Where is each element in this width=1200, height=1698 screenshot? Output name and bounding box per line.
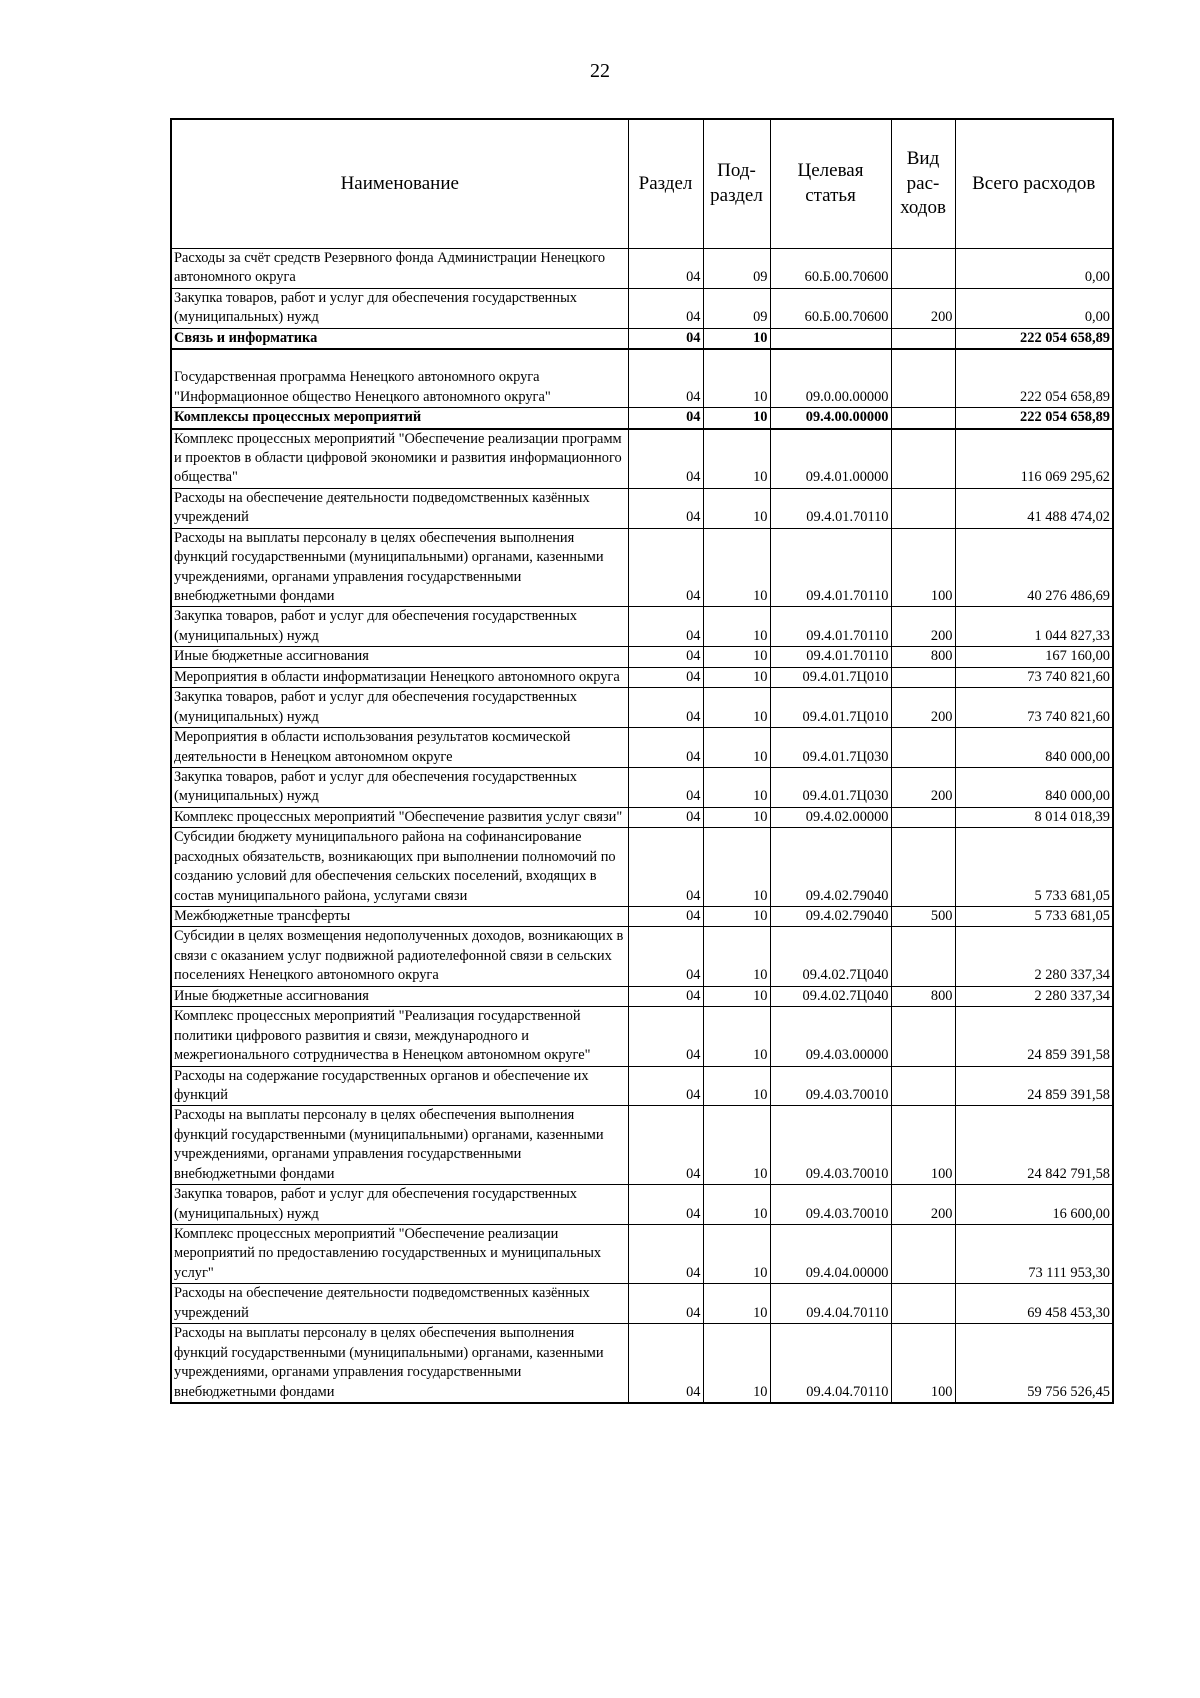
cell-name: Расходы на выплаты персоналу в целях обеспечения выполнения функций государственными (муниципальными) органами, казенными учреждениями, органами управления государственными внебюджетными фондами xyxy=(171,1324,628,1403)
cell-total: 5 733 681,05 xyxy=(955,828,1113,907)
cell-total: 59 756 526,45 xyxy=(955,1324,1113,1403)
cell-podrazdel: 10 xyxy=(703,907,770,927)
cell-podrazdel: 10 xyxy=(703,986,770,1006)
header-celevaya xyxy=(770,119,891,249)
cell-vid: 500 xyxy=(891,907,955,927)
cell-podrazdel: 10 xyxy=(703,1066,770,1106)
page-number: 22 xyxy=(590,60,610,82)
cell-total: 2 280 337,34 xyxy=(955,927,1113,986)
cell-name: Расходы на содержание государственных органов и обеспечение их функций xyxy=(171,1066,628,1106)
table-row xyxy=(171,688,1113,728)
cell-vid xyxy=(891,927,955,986)
cell-total: 167 160,00 xyxy=(955,647,1113,667)
cell-total: 73 740 821,60 xyxy=(955,688,1113,728)
cell-vid: 200 xyxy=(891,288,955,328)
cell-celevaya xyxy=(770,328,891,349)
cell-celevaya: 09.4.01.7Ц030 xyxy=(770,767,891,807)
cell-vid xyxy=(891,408,955,429)
cell-celevaya: 09.4.03.70010 xyxy=(770,1185,891,1225)
cell-podrazdel: 10 xyxy=(703,688,770,728)
header-celevaya-text: Целевая статья xyxy=(797,160,864,206)
table-row xyxy=(171,429,1113,489)
cell-vid xyxy=(891,328,955,349)
cell-vid xyxy=(891,828,955,907)
cell-name: Закупка товаров, работ и услуг для обеспечения государственных (муниципальных) нужд xyxy=(171,607,628,647)
cell-razdel: 04 xyxy=(628,1106,703,1185)
table-row xyxy=(171,408,1113,429)
table-row xyxy=(171,647,1113,667)
table-row xyxy=(171,667,1113,687)
cell-name: Комплекс процессных мероприятий "Обеспечение реализации мероприятий по предоставлению государственных и муниципальных услуг" xyxy=(171,1225,628,1284)
cell-razdel: 04 xyxy=(628,349,703,407)
cell-podrazdel: 10 xyxy=(703,728,770,768)
cell-name: Субсидии в целях возмещения недополученных доходов, возникающих в связи с оказанием услуг подвижной радиотелефонной связи в сельских поселениях Ненецкого автономного округа xyxy=(171,927,628,986)
table-body xyxy=(171,249,1113,1403)
table-row xyxy=(171,328,1113,349)
table-row xyxy=(171,927,1113,986)
cell-name: Комплекс процессных мероприятий "Обеспечение реализации программ и проектов в области цифровой экономики и развития информационного общества" xyxy=(171,429,628,489)
cell-total: 24 859 391,58 xyxy=(955,1007,1113,1066)
cell-vid: 800 xyxy=(891,647,955,667)
cell-vid xyxy=(891,728,955,768)
table-row xyxy=(171,907,1113,927)
cell-celevaya: 09.4.03.00000 xyxy=(770,1007,891,1066)
cell-celevaya: 09.4.02.79040 xyxy=(770,907,891,927)
cell-razdel: 04 xyxy=(628,1225,703,1284)
table-row xyxy=(171,1007,1113,1066)
cell-razdel: 04 xyxy=(628,1007,703,1066)
cell-razdel: 04 xyxy=(628,807,703,827)
cell-vid xyxy=(891,1225,955,1284)
cell-celevaya: 09.4.00.00000 xyxy=(770,408,891,429)
header-podrazdel-text: Под- раздел xyxy=(710,160,763,206)
cell-vid xyxy=(891,349,955,407)
cell-razdel: 04 xyxy=(628,667,703,687)
cell-total: 840 000,00 xyxy=(955,767,1113,807)
cell-name: Расходы на выплаты персоналу в целях обеспечения выполнения функций государственными (муниципальными) органами, казенными учреждениями, органами управления государственными внебюджетными фондами xyxy=(171,1106,628,1185)
cell-vid: 100 xyxy=(891,1106,955,1185)
cell-celevaya: 60.Б.00.70600 xyxy=(770,249,891,289)
cell-vid xyxy=(891,429,955,489)
cell-podrazdel: 10 xyxy=(703,1106,770,1185)
cell-celevaya: 09.4.01.70110 xyxy=(770,488,891,528)
cell-celevaya: 09.4.04.70110 xyxy=(770,1324,891,1403)
table-row xyxy=(171,1066,1113,1106)
cell-total: 1 044 827,33 xyxy=(955,607,1113,647)
table-row xyxy=(171,1185,1113,1225)
cell-celevaya: 09.4.02.7Ц040 xyxy=(770,986,891,1006)
cell-celevaya: 09.0.00.00000 xyxy=(770,349,891,407)
cell-total: 73 111 953,30 xyxy=(955,1225,1113,1284)
cell-razdel: 04 xyxy=(628,328,703,349)
cell-podrazdel: 10 xyxy=(703,1185,770,1225)
cell-celevaya: 60.Б.00.70600 xyxy=(770,288,891,328)
cell-vid: 200 xyxy=(891,1185,955,1225)
table-row xyxy=(171,249,1113,289)
cell-name: Субсидии бюджету муниципального района на софинансирование расходных обязательств, возникающих при выполнении полномочий по созданию условий для обеспечения сельских поселений, входящих в состав муниципального района, услугами связи xyxy=(171,828,628,907)
cell-podrazdel: 10 xyxy=(703,667,770,687)
cell-vid xyxy=(891,667,955,687)
cell-podrazdel: 10 xyxy=(703,1284,770,1324)
cell-razdel: 04 xyxy=(628,986,703,1006)
cell-name: Закупка товаров, работ и услуг для обеспечения государственных (муниципальных) нужд xyxy=(171,1185,628,1225)
cell-razdel: 04 xyxy=(628,1185,703,1225)
cell-podrazdel: 10 xyxy=(703,1324,770,1403)
cell-name: Мероприятия в области использования результатов космической деятельности в Ненецком автономном округе xyxy=(171,728,628,768)
cell-celevaya: 09.4.01.70110 xyxy=(770,528,891,607)
table-row xyxy=(171,288,1113,328)
cell-total: 69 458 453,30 xyxy=(955,1284,1113,1324)
cell-name: Закупка товаров, работ и услуг для обеспечения государственных (муниципальных) нужд xyxy=(171,688,628,728)
cell-razdel: 04 xyxy=(628,488,703,528)
header-razdel: Раздел xyxy=(628,119,703,249)
cell-podrazdel: 10 xyxy=(703,767,770,807)
cell-podrazdel: 10 xyxy=(703,429,770,489)
cell-total: 222 054 658,89 xyxy=(955,349,1113,407)
cell-name: Расходы на выплаты персоналу в целях обеспечения выполнения функций государственными (муниципальными) органами, казенными учреждениями, органами управления государственными внебюджетными фондами xyxy=(171,528,628,607)
cell-razdel: 04 xyxy=(628,907,703,927)
cell-razdel: 04 xyxy=(628,607,703,647)
header-total: Всего расходов xyxy=(955,119,1113,249)
table-row xyxy=(171,1225,1113,1284)
cell-celevaya: 09.4.01.7Ц010 xyxy=(770,688,891,728)
cell-total: 0,00 xyxy=(955,249,1113,289)
cell-razdel: 04 xyxy=(628,728,703,768)
cell-total: 24 842 791,58 xyxy=(955,1106,1113,1185)
cell-vid xyxy=(891,1007,955,1066)
cell-podrazdel: 09 xyxy=(703,249,770,289)
cell-name: Комплекс процессных мероприятий "Реализация государственной политики цифрового развития и связи, международного и межрегионального сотрудничества в Ненецком автономном округе" xyxy=(171,1007,628,1066)
cell-celevaya: 09.4.01.70110 xyxy=(770,607,891,647)
cell-razdel: 04 xyxy=(628,429,703,489)
cell-razdel: 04 xyxy=(628,288,703,328)
table-header-row xyxy=(171,119,1113,249)
cell-podrazdel: 10 xyxy=(703,488,770,528)
cell-vid xyxy=(891,1284,955,1324)
cell-podrazdel: 10 xyxy=(703,828,770,907)
header-vid xyxy=(891,119,955,249)
cell-podrazdel: 10 xyxy=(703,1007,770,1066)
table-row xyxy=(171,1284,1113,1324)
header-podrazdel xyxy=(703,119,770,249)
cell-name: Комплексы процессных мероприятий xyxy=(171,408,628,429)
cell-podrazdel: 10 xyxy=(703,328,770,349)
cell-razdel: 04 xyxy=(628,688,703,728)
cell-total: 40 276 486,69 xyxy=(955,528,1113,607)
cell-name: Иные бюджетные ассигнования xyxy=(171,986,628,1006)
cell-vid: 100 xyxy=(891,1324,955,1403)
cell-celevaya: 09.4.01.7Ц010 xyxy=(770,667,891,687)
table-row xyxy=(171,767,1113,807)
cell-celevaya: 09.4.02.00000 xyxy=(770,807,891,827)
table-row xyxy=(171,488,1113,528)
cell-podrazdel: 10 xyxy=(703,607,770,647)
cell-razdel: 04 xyxy=(628,647,703,667)
cell-vid: 200 xyxy=(891,688,955,728)
cell-vid: 800 xyxy=(891,986,955,1006)
cell-razdel: 04 xyxy=(628,767,703,807)
header-vid-text: Вид рас- ходов xyxy=(900,147,946,219)
cell-razdel: 04 xyxy=(628,1066,703,1106)
cell-podrazdel: 10 xyxy=(703,927,770,986)
cell-name: Расходы на обеспечение деятельности подведомственных казённых учреждений xyxy=(171,488,628,528)
cell-total: 222 054 658,89 xyxy=(955,328,1113,349)
cell-name: Межбюджетные трансферты xyxy=(171,907,628,927)
cell-total: 0,00 xyxy=(955,288,1113,328)
cell-vid xyxy=(891,249,955,289)
cell-celevaya: 09.4.02.79040 xyxy=(770,828,891,907)
cell-celevaya: 09.4.03.70010 xyxy=(770,1066,891,1106)
cell-podrazdel: 10 xyxy=(703,807,770,827)
cell-total: 24 859 391,58 xyxy=(955,1066,1113,1106)
cell-vid xyxy=(891,1066,955,1106)
cell-name: Закупка товаров, работ и услуг для обеспечения государственных (муниципальных) нужд xyxy=(171,288,628,328)
cell-name: Мероприятия в области информатизации Ненецкого автономного округа xyxy=(171,667,628,687)
cell-name: Расходы за счёт средств Резервного фонда Администрации Ненецкого автономного округа xyxy=(171,249,628,289)
table-row xyxy=(171,728,1113,768)
cell-celevaya: 09.4.01.00000 xyxy=(770,429,891,489)
table-row xyxy=(171,828,1113,907)
cell-total: 16 600,00 xyxy=(955,1185,1113,1225)
cell-total: 41 488 474,02 xyxy=(955,488,1113,528)
cell-celevaya: 09.4.03.70010 xyxy=(770,1106,891,1185)
cell-vid: 200 xyxy=(891,767,955,807)
cell-total: 73 740 821,60 xyxy=(955,667,1113,687)
header-name: Наименование xyxy=(171,119,628,249)
cell-total: 8 014 018,39 xyxy=(955,807,1113,827)
cell-celevaya: 09.4.04.70110 xyxy=(770,1284,891,1324)
cell-vid: 100 xyxy=(891,528,955,607)
table-row xyxy=(171,986,1113,1006)
table-row xyxy=(171,528,1113,607)
table-row xyxy=(171,1106,1113,1185)
table-row xyxy=(171,807,1113,827)
cell-podrazdel: 10 xyxy=(703,647,770,667)
cell-celevaya: 09.4.02.7Ц040 xyxy=(770,927,891,986)
cell-podrazdel: 10 xyxy=(703,528,770,607)
cell-name: Закупка товаров, работ и услуг для обеспечения государственных (муниципальных) нужд xyxy=(171,767,628,807)
table-row xyxy=(171,349,1113,407)
cell-name: Государственная программа Ненецкого автономного округа "Информационное общество Ненецкого автономного округа" xyxy=(171,349,628,407)
cell-podrazdel: 10 xyxy=(703,1225,770,1284)
cell-razdel: 04 xyxy=(628,927,703,986)
cell-name: Расходы на обеспечение деятельности подведомственных казённых учреждений xyxy=(171,1284,628,1324)
cell-vid xyxy=(891,488,955,528)
cell-celevaya: 09.4.01.70110 xyxy=(770,647,891,667)
cell-total: 2 280 337,34 xyxy=(955,986,1113,1006)
cell-total: 5 733 681,05 xyxy=(955,907,1113,927)
table-row xyxy=(171,1324,1113,1403)
cell-vid: 200 xyxy=(891,607,955,647)
cell-celevaya: 09.4.01.7Ц030 xyxy=(770,728,891,768)
cell-name: Комплекс процессных мероприятий "Обеспечение развития услуг связи" xyxy=(171,807,628,827)
cell-celevaya: 09.4.04.00000 xyxy=(770,1225,891,1284)
cell-razdel: 04 xyxy=(628,408,703,429)
cell-razdel: 04 xyxy=(628,1284,703,1324)
cell-podrazdel: 10 xyxy=(703,349,770,407)
cell-total: 222 054 658,89 xyxy=(955,408,1113,429)
cell-razdel: 04 xyxy=(628,828,703,907)
cell-total: 116 069 295,62 xyxy=(955,429,1113,489)
cell-name: Связь и информатика xyxy=(171,328,628,349)
cell-vid xyxy=(891,807,955,827)
cell-podrazdel: 09 xyxy=(703,288,770,328)
cell-total: 840 000,00 xyxy=(955,728,1113,768)
cell-razdel: 04 xyxy=(628,1324,703,1403)
budget-table xyxy=(170,118,1114,1404)
cell-razdel: 04 xyxy=(628,528,703,607)
cell-razdel: 04 xyxy=(628,249,703,289)
cell-podrazdel: 10 xyxy=(703,408,770,429)
cell-name: Иные бюджетные ассигнования xyxy=(171,647,628,667)
table-row xyxy=(171,607,1113,647)
